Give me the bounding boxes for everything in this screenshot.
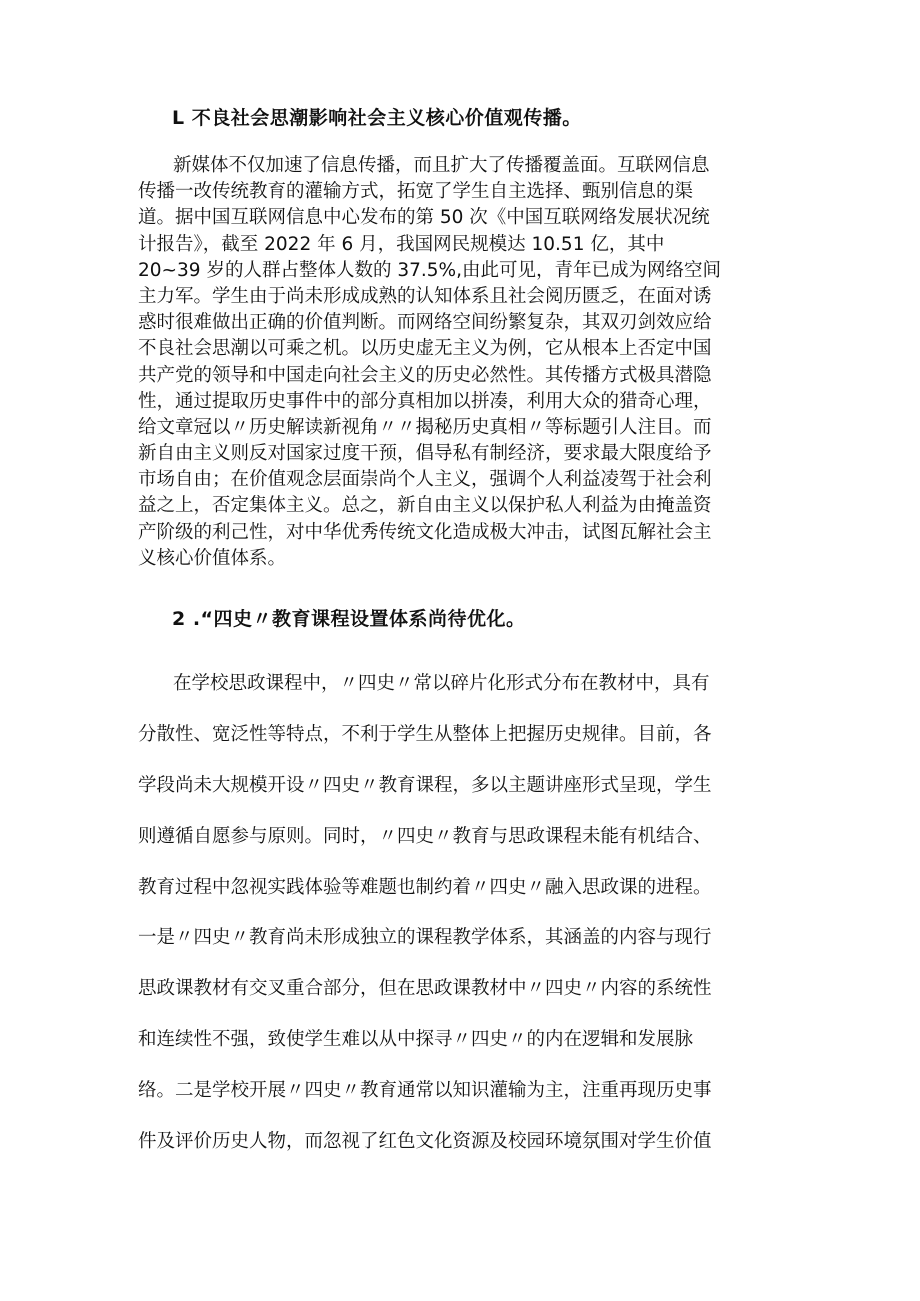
paragraph-line: 件及评价历史人物，而忽视了红色文化资源及校园环境氛围对学生价值 (138, 1131, 712, 1153)
paragraph-line: 学段尚未大规模开设〃四史〃教育课程，多以主题讲座形式呈现，学生 (138, 774, 712, 796)
paragraph-line: 市场自由；在价值观念层面崇尚个人主义，强调个人利益凌驾于社会利 (138, 469, 712, 491)
paragraph-line: 20~39 岁的人群占整体人数的 37.5%,由此可见，青年已成为网络空间 (138, 259, 721, 281)
section-2-heading: 2 .“四史〃教育课程设置体系尚待优化。 (172, 608, 526, 630)
paragraph-line: 主力军。学生由于尚未形成成熟的认知体系且社会阅历匮乏，在面对诱 (138, 285, 712, 307)
paragraph-line: 分散性、宽泛性等特点，不利于学生从整体上把握历史规律。目前，各 (138, 723, 712, 745)
paragraph-line: 一是〃四史〃教育尚未形成独立的课程教学体系，其涵盖的内容与现行 (138, 927, 712, 949)
paragraph-line: 络。二是学校开展〃四史〃教育通常以知识灌输为主，注重再现历史事 (138, 1080, 712, 1102)
paragraph-line: 和连续性不强，致使学生难以从中探寻〃四史〃的内在逻辑和发展脉 (138, 1029, 694, 1051)
section-1-heading: L 不良社会思潮影响社会主义核心价值观传播。 (172, 107, 582, 129)
paragraph-line: 新自由主义则反对国家过度干预，倡导私有制经济，要求最大限度给予 (138, 443, 712, 465)
paragraph-line: 则遵循自愿参与原则。同时，〃四史〃教育与思政课程未能有机结合、 (138, 825, 712, 847)
paragraph-line: 不良社会思潮以可乘之机。以历史虚无主义为例，它从根本上否定中国 (138, 338, 712, 360)
paragraph-line: 产阶级的利己性，对中华优秀传统文化造成极大冲击，试图瓦解社会主 (138, 521, 712, 543)
paragraph-line: 教育过程中忽视实践体验等难题也制约着〃四史〃融入思政课的进程。 (138, 876, 712, 898)
paragraph-line: 传播一改传统教育的灌输方式，拓宽了学生自主选择、甄别信息的渠 (138, 181, 694, 203)
paragraph-line: 惑时很难做出正确的价值判断。而网络空间纷繁复杂，其双刃剑效应给 (138, 312, 712, 334)
paragraph-line: 在学校思政课程中，〃四史〃常以碎片化形式分布在教材中，具有 (173, 673, 710, 694)
paragraph-line: 思政课教材有交叉重合部分，但在思政课教材中〃四史〃内容的系统性 (138, 978, 712, 1000)
paragraph-line: 道。据中国互联网信息中心发布的第 50 次《中国互联网络发展状况统 (138, 207, 710, 229)
paragraph-line: 给文章冠以〃历史解读新视角〃〃揭秘历史真相〃等标题引人注目。而 (138, 416, 712, 438)
paragraph-line: 益之上，否定集体主义。总之，新自由主义以保护私人利益为由掩盖资 (138, 495, 712, 517)
section-2-paragraph (138, 666, 760, 1175)
paragraph-line: 新媒体不仅加速了信息传播，而且扩大了传播覆盖面。互联网信息 (173, 155, 710, 176)
section-1-paragraph (138, 153, 760, 572)
paragraph-line: 共产党的领导和中国走向社会主义的历史必然性。其传播方式极具潜隐 (138, 364, 712, 386)
paragraph-line: 计报告》，截至 2022 年 6 月，我国网民规模达 10.51 亿，其中 (138, 233, 665, 255)
paragraph-line: 性，通过提取历史事件中的部分真相加以拼凑，利用大众的猎奇心理， (138, 390, 712, 412)
paragraph-line: 义核心价值体系。 (138, 547, 287, 569)
